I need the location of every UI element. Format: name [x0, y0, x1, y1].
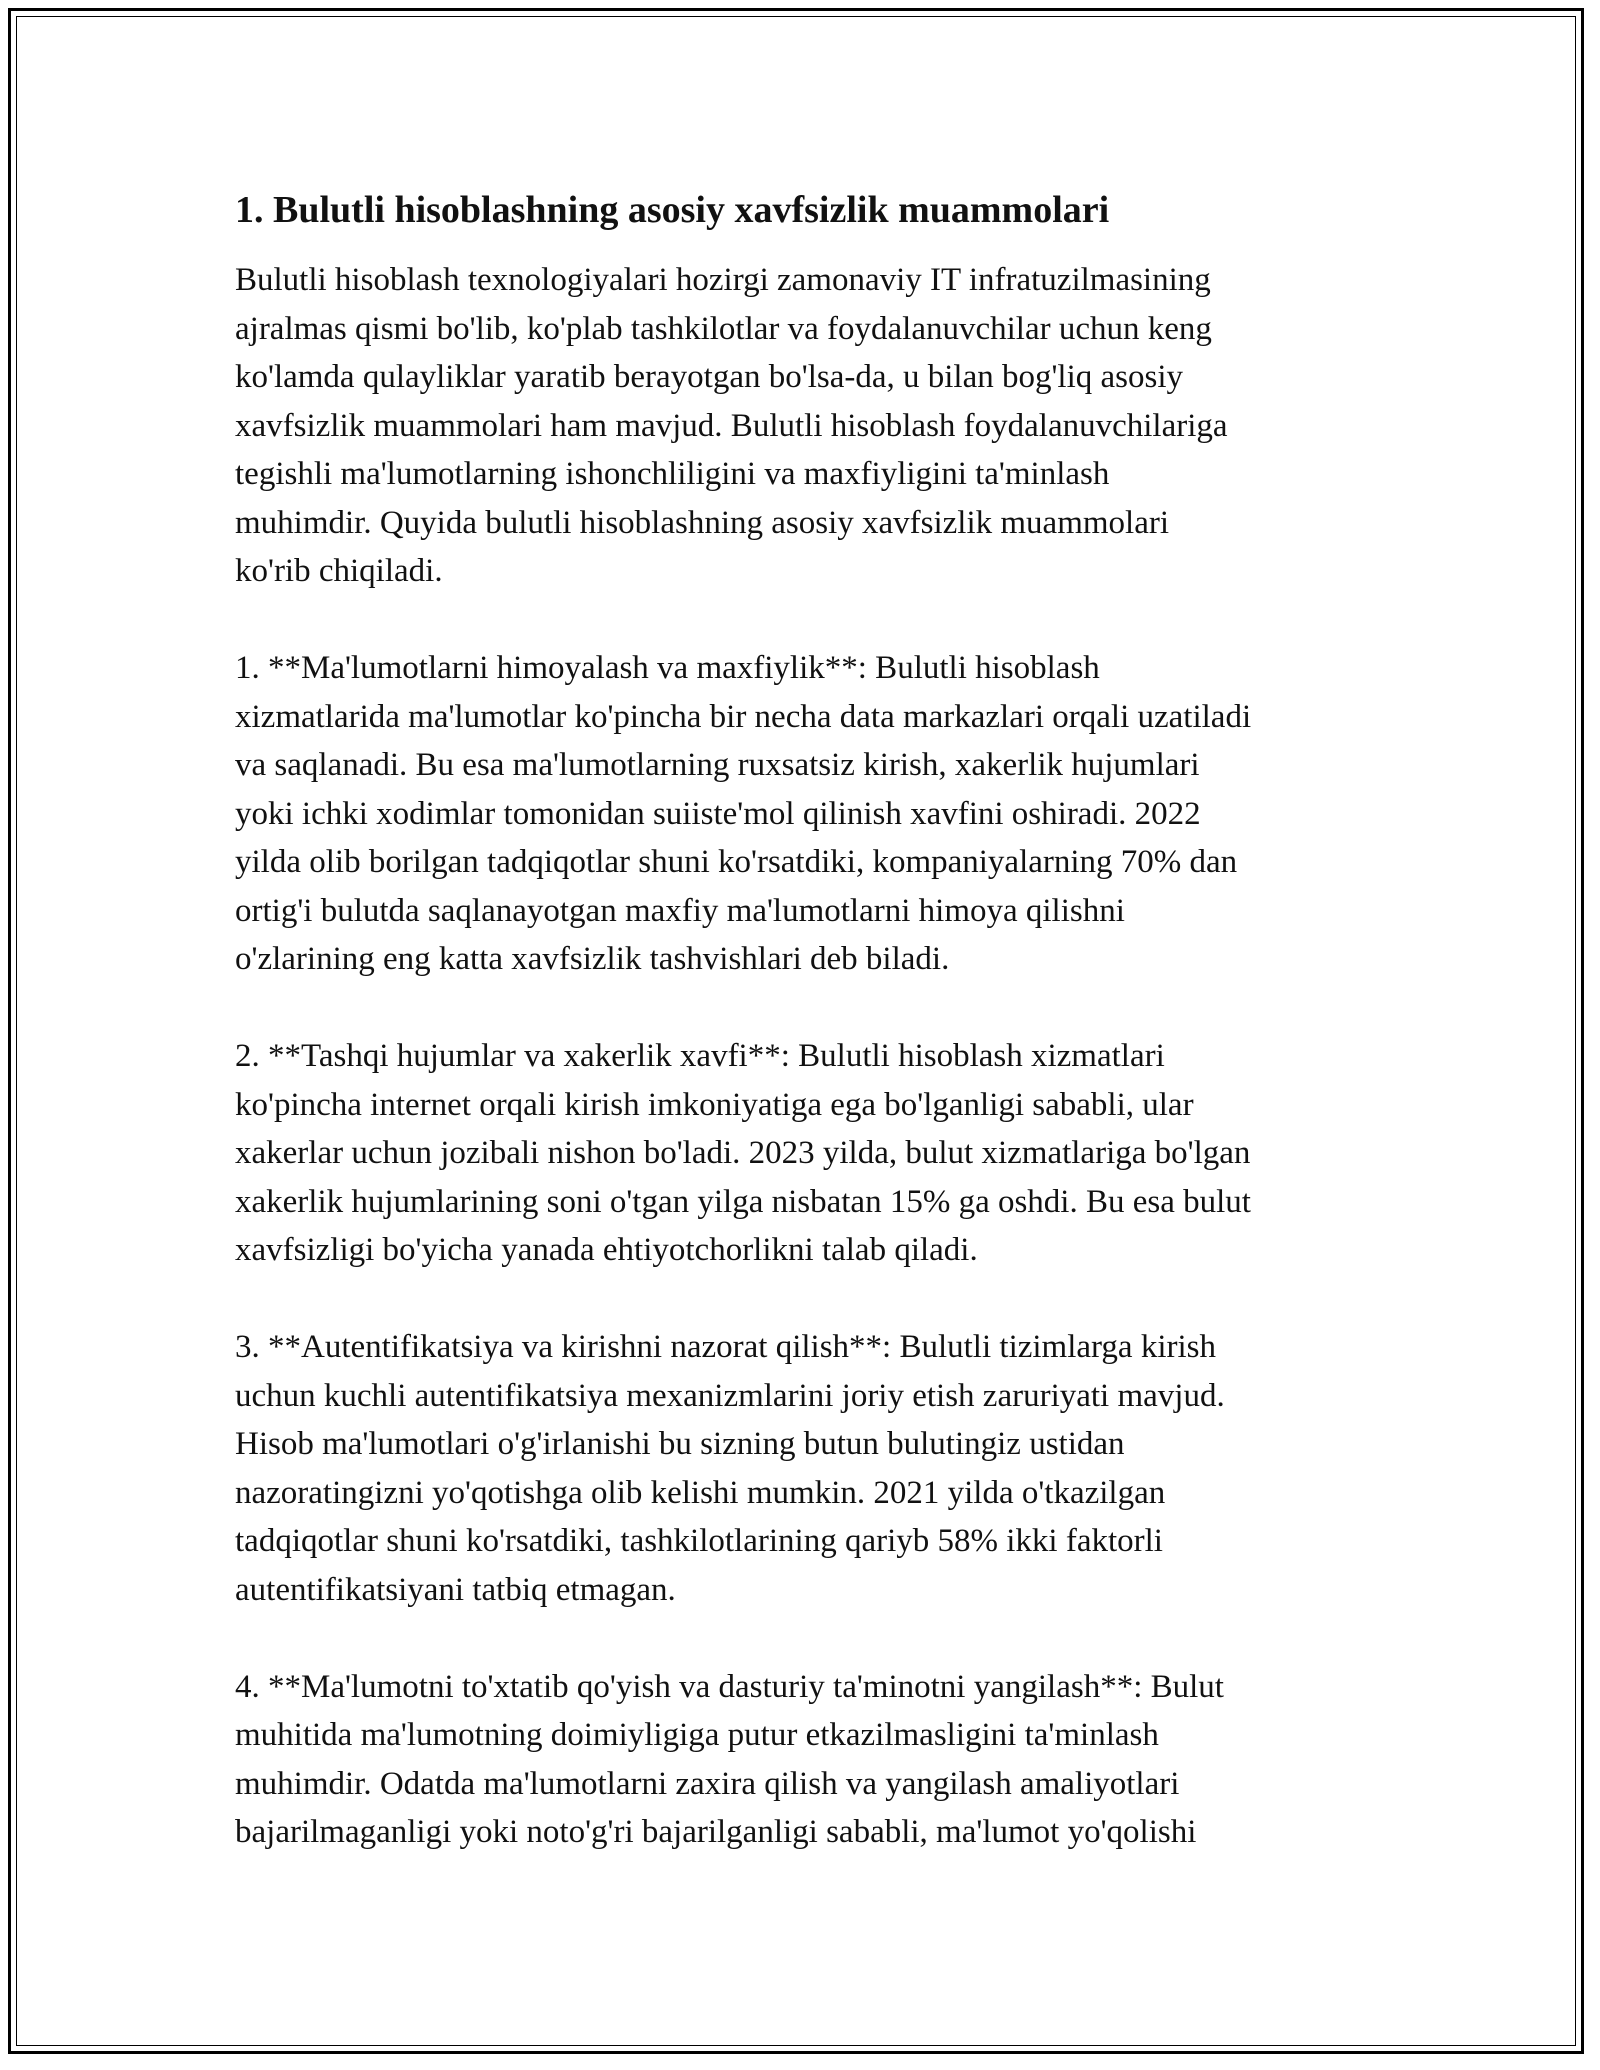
- text-line: muhitida ma'lumotning doimiyligiga putur etkazilmasligini ta'minlash: [235, 1717, 1159, 1753]
- text-line: autentifikatsiyani tatbiq etmagan.: [235, 1571, 676, 1608]
- paragraph-item-1: [235, 644, 1375, 984]
- text-line: xavfsizligi bo'yicha yanada ehtiyotchorlikni talab qiladi.: [235, 1232, 978, 1268]
- text-line: ortig'i bulutda saqlanayotgan maxfiy ma'lumotlarni himoya qilishni: [235, 892, 1125, 929]
- text-line: 4. **Ma'lumotni to'xtatib qo'yish va dasturiy ta'minotni yangilash**: Bulut: [235, 1668, 1224, 1705]
- paragraph-intro: [235, 256, 1375, 596]
- text-line: xakerlik hujumlarining soni o'tgan yilga nisbatan 15% ga oshdi. Bu esa bulut: [235, 1183, 1251, 1220]
- text-line: ajralmas qismi bo'lib, ko'plab tashkilotlar va foydalanuvchilar uchun keng: [235, 310, 1212, 347]
- paragraph-item-4: [235, 1663, 1375, 1857]
- text-line: uchun kuchli autentifikatsiya mexanizmlarini joriy etish zaruriyati mavjud.: [235, 1377, 1225, 1414]
- paragraph-item-3: [235, 1323, 1375, 1614]
- text-line: xizmatlarida ma'lumotlar ko'pincha bir necha data markazlari orqali uzatiladi: [235, 698, 1252, 735]
- text-line: Hisob ma'lumotlari o'g'irlanishi bu sizning butun bulutingiz ustidan: [235, 1426, 1125, 1462]
- text-line: ko'lamda qulayliklar yaratib berayotgan bo'lsa-da, u bilan bog'liq asosiy: [235, 359, 1184, 395]
- text-line: muhimdir. Quyida bulutli hisoblashning asosiy xavfsizlik muammolari: [235, 504, 1170, 541]
- text-line: xakerlar uchun jozibali nishon bo'ladi. 2023 yilda, bulut xizmatlariga bo'lgan: [235, 1135, 1251, 1171]
- text-line: tadqiqotlar shuni ko'rsatdiki, tashkilotlarining qariyb 58% ikki faktorli: [235, 1523, 1163, 1559]
- text-line: muhimdir. Odatda ma'lumotlarni zaxira qilish va yangilash amaliyotlari: [235, 1765, 1180, 1802]
- text-line: bajarilmaganligi yoki noto'g'ri bajarilganligi sababli, ma'lumot yo'qolishi: [235, 1814, 1197, 1850]
- text-line: ko'pincha internet orqali kirish imkoniyatiga ega bo'lganligi sababli, ular: [235, 1086, 1194, 1123]
- text-line: xavfsizlik muammolari ham mavjud. Bulutli hisoblash foydalanuvchilariga: [235, 407, 1228, 444]
- document-content: [235, 186, 1375, 1857]
- text-line: Bulutli hisoblash texnologiyalari hozirgi zamonaviy IT infratuzilmasining: [235, 262, 1211, 298]
- text-line: va saqlanadi. Bu esa ma'lumotlarning ruxsatsiz kirish, xakerlik hujumlari: [235, 747, 1200, 783]
- text-line: 3. **Autentifikatsiya va kirishni nazorat qilish**: Bulutli tizimlarga kirish: [235, 1329, 1216, 1365]
- text-line: 1. **Ma'lumotlarni himoyalash va maxfiylik**: Bulutli hisoblash: [235, 650, 1100, 686]
- text-line: nazoratingizni yo'qotishga olib kelishi mumkin. 2021 yilda o'tkazilgan: [235, 1474, 1166, 1511]
- text-line: yilda olib borilgan tadqiqotlar shuni ko'rsatdiki, kompaniyalarning 70% dan: [235, 844, 1238, 880]
- text-line: yoki ichki xodimlar tomonidan suiiste'mol qilinish xavfini oshiradi. 2022: [235, 795, 1201, 832]
- section-heading: 1. Bulutli hisoblashning asosiy xavfsizlik muammolari: [235, 189, 1110, 231]
- paragraph-item-2: [235, 1032, 1375, 1275]
- text-line: tegishli ma'lumotlarning ishonchliligini va maxfiyligini ta'minlash: [235, 456, 1110, 492]
- text-line: 2. **Tashqi hujumlar va xakerlik xavfi**: Bulutli hisoblash xizmatlari: [235, 1038, 1165, 1074]
- text-line: o'zlarining eng katta xavfsizlik tashvishlari deb biladi.: [235, 941, 950, 977]
- text-line: ko'rib chiqiladi.: [235, 553, 443, 589]
